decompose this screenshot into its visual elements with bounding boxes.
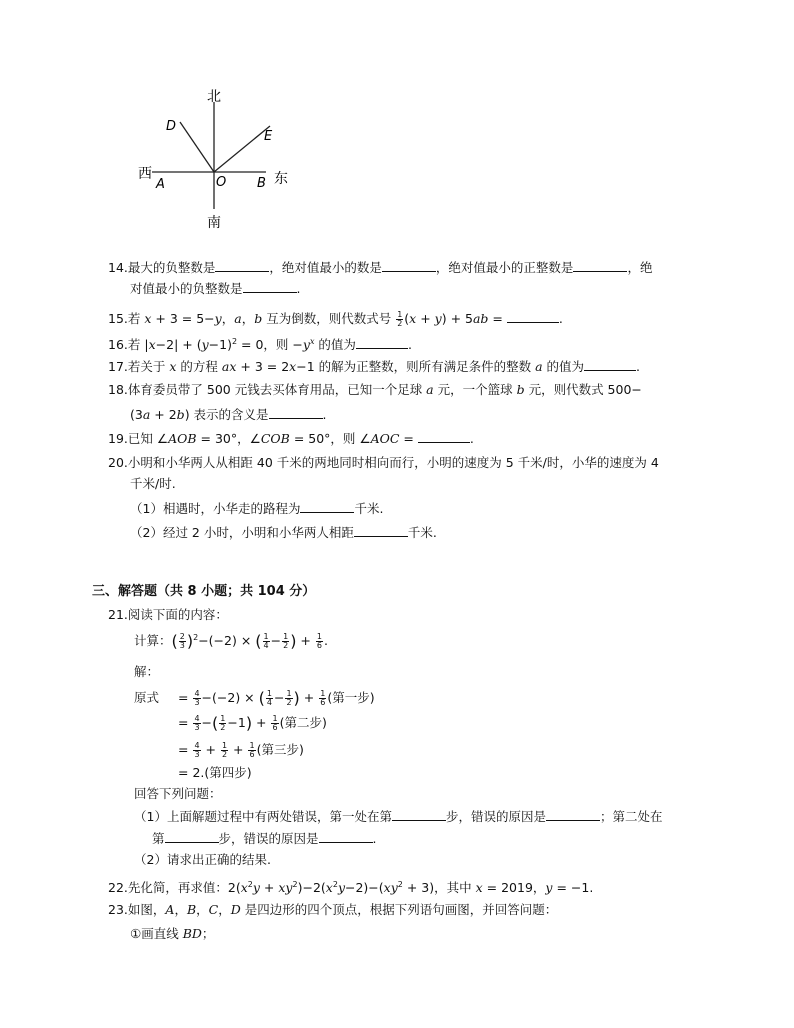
fraction xyxy=(221,742,228,759)
fraction-denominator: 6 xyxy=(272,723,278,732)
label-east: 东 xyxy=(274,171,288,187)
math-symbol: ) xyxy=(293,688,300,708)
fraction xyxy=(219,715,226,732)
q21-step1 xyxy=(134,690,375,707)
q-text: 步，错误的原因是 xyxy=(445,809,546,824)
question-20-sub2 xyxy=(130,524,437,541)
fraction-denominator: 2 xyxy=(221,750,228,759)
q-text: (3 xyxy=(130,407,143,422)
fraction-numerator: 1 xyxy=(320,689,326,698)
fraction-numerator: 1 xyxy=(249,741,255,750)
math-var: x xyxy=(240,880,248,896)
q-text: ( xyxy=(404,311,410,326)
answer-blank[interactable] xyxy=(354,524,408,537)
q-text: 的值为 xyxy=(542,359,585,374)
q-text: + xyxy=(259,880,279,896)
fraction-numerator: 1 xyxy=(220,714,226,723)
question-20-line2 xyxy=(130,476,176,492)
math-var: a xyxy=(535,359,543,374)
fraction-numerator: 1 xyxy=(221,741,228,750)
q21-step2 xyxy=(178,715,327,732)
math-symbol: ( xyxy=(258,688,265,708)
q-number: 22. xyxy=(108,880,128,896)
fraction xyxy=(248,742,255,759)
math-var: x xyxy=(409,311,417,326)
fraction-denominator: 3 xyxy=(194,723,200,732)
q-text: ；第二处在 xyxy=(599,809,663,824)
fraction-numerator: 4 xyxy=(194,714,200,723)
q-text: −2)−( xyxy=(345,880,384,896)
fraction-numerator: 1 xyxy=(263,632,269,642)
answer-blank[interactable] xyxy=(382,259,436,272)
fraction xyxy=(266,690,273,707)
math-expr: −(−2) × xyxy=(198,633,256,649)
math-expr: = xyxy=(178,690,193,705)
question-23-item1 xyxy=(130,926,214,942)
q-text: 对值最小的负整数是 xyxy=(130,281,243,296)
fraction-denominator: 2 xyxy=(397,319,403,328)
q-text: 小明和小华两人从相距 40 千米的两地同时相向而行，小明的速度为 5 千米/时，小华的速度为 4 xyxy=(127,455,659,470)
fraction-numerator: 1 xyxy=(266,689,272,698)
q-text: 是四边形的四个顶点，根据下列语句画图，并回答问题： xyxy=(240,902,558,917)
math-var: a xyxy=(142,407,151,422)
q-text: ， xyxy=(241,311,255,326)
math-symbol: + xyxy=(252,715,271,730)
q-number: 14. xyxy=(108,260,128,275)
math-var: y xyxy=(214,311,222,326)
fraction xyxy=(271,715,278,732)
math-var: x xyxy=(148,337,156,353)
math-symbol: + xyxy=(296,633,315,649)
math-var: AOC xyxy=(370,431,400,446)
superscript: x xyxy=(309,337,315,346)
answer-blank[interactable] xyxy=(418,430,470,443)
answer-blank[interactable] xyxy=(546,808,600,821)
fraction-denominator: 3 xyxy=(194,750,200,759)
fraction-numerator: 2 xyxy=(179,632,185,642)
q-text: . xyxy=(636,359,641,374)
label-north: 北 xyxy=(207,89,221,105)
fraction-numerator: 4 xyxy=(194,689,200,698)
math-var: COB xyxy=(260,431,290,446)
q-text: −2| + ( xyxy=(155,337,202,353)
q-text: ①画直线 xyxy=(130,926,183,941)
math-symbol: ( xyxy=(212,713,219,733)
fraction-numerator: 1 xyxy=(272,714,278,723)
q-text: 若 xyxy=(127,311,145,326)
q-text: 已知 ∠ xyxy=(127,431,169,446)
math-symbol: − xyxy=(201,715,213,730)
q21-step4: = 2.(第四步) xyxy=(178,765,252,780)
question-18-line2 xyxy=(130,406,327,423)
fraction-numerator: 1 xyxy=(397,310,403,319)
answer-blank[interactable] xyxy=(269,406,323,419)
q-text: ， xyxy=(196,902,209,917)
q21-solution-label: 解： xyxy=(134,664,160,679)
superscript: 2 xyxy=(247,880,253,889)
q-text: 元，则代数式 500− xyxy=(524,382,642,397)
q-text: = 30°，∠ xyxy=(196,431,261,446)
math-symbol: ) xyxy=(245,713,253,733)
q-text: ； xyxy=(201,926,215,941)
math-symbol: − xyxy=(273,690,285,705)
q-text: ， xyxy=(218,902,231,917)
fraction-numerator: 1 xyxy=(283,632,289,642)
fraction-denominator: 6 xyxy=(320,698,326,707)
answer-blank[interactable] xyxy=(392,808,446,821)
q-text: ，绝对值最小的数是 xyxy=(269,260,382,275)
math-var: y xyxy=(302,337,310,353)
q-text: = −1. xyxy=(552,880,594,896)
superscript: 2 xyxy=(231,337,238,346)
q-number: 23. xyxy=(108,902,128,917)
superscript: 2 xyxy=(332,880,338,889)
q-text: 千米. xyxy=(354,501,384,516)
question-16 xyxy=(108,334,412,353)
math-expr: −(−2) × xyxy=(201,690,259,705)
q-text: + 2 xyxy=(150,407,177,422)
label-point-o: O xyxy=(216,175,227,190)
math-var: b xyxy=(516,382,525,397)
label-south: 南 xyxy=(207,215,221,231)
q-number: 21. xyxy=(108,607,128,622)
math-symbol: ) xyxy=(290,631,297,651)
q21-part1-line2 xyxy=(152,830,377,847)
q-text: 千米/时. xyxy=(130,476,176,491)
q-text: ) 表示的含义是 xyxy=(184,407,269,422)
q-text: （1）上面解题过程中有两处错误，第一处在第 xyxy=(134,809,392,824)
q-text: −1 的解为正整数，则所有满足条件的整数 xyxy=(296,359,536,374)
math-symbol: . xyxy=(323,633,328,649)
math-var: xy xyxy=(278,880,293,896)
question-23 xyxy=(108,902,557,918)
math-var: x xyxy=(144,311,152,326)
fraction-half xyxy=(396,311,403,328)
math-var: a xyxy=(426,382,434,397)
answer-blank[interactable] xyxy=(319,830,373,843)
math-symbol: ( xyxy=(255,631,262,651)
math-var: ab xyxy=(472,311,489,326)
answer-blank[interactable] xyxy=(584,358,636,371)
q-number: 19. xyxy=(108,431,128,446)
fraction xyxy=(193,742,200,759)
fraction xyxy=(282,633,289,650)
math-var: B xyxy=(186,902,197,917)
q-text: + xyxy=(416,311,435,326)
math-var: AOB xyxy=(168,431,197,446)
q-text: . xyxy=(469,431,474,446)
section-heading: 三、解答题（共 8 小题；共 104 分） xyxy=(92,584,316,599)
math-var: x xyxy=(169,359,177,374)
q21-step3 xyxy=(178,742,304,759)
q-text: . xyxy=(372,831,377,846)
ray-od xyxy=(180,122,214,172)
math-var: A xyxy=(165,902,175,917)
math-var: y xyxy=(337,880,345,896)
answer-blank[interactable] xyxy=(573,259,627,272)
math-var: x xyxy=(325,880,333,896)
math-symbol: + xyxy=(229,742,248,757)
fraction xyxy=(285,690,292,707)
math-expr: = xyxy=(178,715,193,730)
q-text: 若 | xyxy=(127,337,149,353)
direction-diagram xyxy=(130,82,300,232)
fraction-numerator: 1 xyxy=(286,689,292,698)
fraction-denominator: 3 xyxy=(179,641,185,651)
math-expr: −1 xyxy=(227,715,246,730)
q-text: 互为倒数，则代数式号 xyxy=(262,311,396,326)
answer-blank[interactable] xyxy=(165,830,219,843)
superscript: 2 xyxy=(292,880,298,889)
q-text: = xyxy=(399,431,418,446)
math-var: b xyxy=(254,311,263,326)
q-text: ，绝 xyxy=(627,260,653,275)
math-var: x xyxy=(289,359,297,374)
q-text: . xyxy=(558,311,563,326)
question-20-sub1 xyxy=(130,500,383,517)
q-text: 步，错误的原因是 xyxy=(218,831,319,846)
answer-blank[interactable] xyxy=(356,336,408,349)
q-text: 如图， xyxy=(127,902,166,917)
q-text: = xyxy=(488,311,507,326)
question-17 xyxy=(108,358,640,375)
q-text: . xyxy=(407,337,412,353)
q21-part1 xyxy=(134,808,663,825)
fraction-denominator: 6 xyxy=(249,750,255,759)
fraction-denominator: 4 xyxy=(266,698,272,707)
answer-blank[interactable] xyxy=(243,280,297,293)
math-var: D xyxy=(230,902,241,917)
math-symbol: − xyxy=(270,633,282,649)
q-number: 18. xyxy=(108,382,128,397)
math-symbol: ) xyxy=(186,631,194,651)
fraction-denominator: 2 xyxy=(286,698,292,707)
q-text: 阅读下面的内容： xyxy=(127,607,228,622)
answer-blank[interactable] xyxy=(300,500,354,513)
math-var: x xyxy=(475,880,483,896)
q-text: （2）经过 2 小时，小明和小华两人相距 xyxy=(130,525,354,540)
q-number: 15. xyxy=(108,311,128,326)
question-18 xyxy=(108,382,642,398)
q-text: 若关于 xyxy=(127,359,170,374)
q-text: 体育委员带了 500 元钱去买体育用品，已知一个足球 xyxy=(127,382,427,397)
step-label: (第三步) xyxy=(256,742,304,757)
q-text: ) + 5 xyxy=(441,311,473,326)
fraction-denominator: 4 xyxy=(263,641,269,651)
q-text: 最大的负整数是 xyxy=(127,260,216,275)
q-text: + 3)，其中 xyxy=(402,880,476,896)
q-text: 千米. xyxy=(407,525,437,540)
math-symbol: + xyxy=(299,690,319,705)
q-text: = 2019， xyxy=(482,880,546,896)
q21-part2: （2）请求出正确的结果. xyxy=(134,852,271,867)
label-point-d: D xyxy=(166,119,177,134)
answer-blank[interactable] xyxy=(215,259,269,272)
q-text: = 0，则 − xyxy=(237,337,303,353)
question-22 xyxy=(108,877,593,896)
q-text: = 50°，则 ∠ xyxy=(289,431,371,446)
q-text: . xyxy=(296,281,301,296)
q-text: 的值为 xyxy=(314,337,356,353)
ray-oe xyxy=(214,126,270,172)
fraction-denominator: 2 xyxy=(283,641,289,651)
q-text: 原式 xyxy=(134,690,160,705)
q21-calc xyxy=(134,630,328,650)
label-point-a: A xyxy=(156,177,165,192)
question-14 xyxy=(108,259,652,276)
superscript: 2 xyxy=(193,633,199,642)
fraction xyxy=(319,690,326,707)
q-text: 的方程 xyxy=(176,359,222,374)
q-text: 元，一个篮球 xyxy=(433,382,517,397)
question-21 xyxy=(108,607,228,623)
q-text: ，绝对值最小的正整数是 xyxy=(435,260,574,275)
fraction-denominator: 2 xyxy=(220,723,226,732)
q-text: 计算： xyxy=(134,633,172,649)
question-19 xyxy=(108,430,474,447)
step-label: (第二步) xyxy=(279,715,327,730)
q-text: . xyxy=(322,407,327,422)
q-text: 先化简，再求值：2( xyxy=(127,880,241,896)
math-var: b xyxy=(176,407,185,422)
fraction-denominator: 3 xyxy=(194,698,200,707)
label-point-b: B xyxy=(257,176,266,191)
math-symbol: + xyxy=(201,742,220,757)
q-text: （1）相遇时，小华走的路程为 xyxy=(130,501,301,516)
math-var: C xyxy=(208,902,219,917)
fraction-numerator: 4 xyxy=(194,741,200,750)
q-text: ， xyxy=(221,311,235,326)
q-number: 17. xyxy=(108,359,128,374)
math-var: ax xyxy=(221,359,237,374)
math-var: BD xyxy=(182,926,202,941)
fraction xyxy=(193,690,200,707)
label-point-e: E xyxy=(264,129,273,144)
math-var: y xyxy=(252,880,260,896)
fraction-denominator: 6 xyxy=(316,641,322,651)
math-var: xy xyxy=(383,880,398,896)
question-15 xyxy=(108,310,563,328)
q-text: + 3 = 5− xyxy=(151,311,215,326)
math-var: a xyxy=(234,311,242,326)
math-symbol: ( xyxy=(171,631,178,651)
q-number: 16. xyxy=(108,337,128,353)
label-west: 西 xyxy=(138,166,152,182)
q-text: + 3 = 2 xyxy=(236,359,290,374)
math-var: y xyxy=(434,311,442,326)
fraction xyxy=(316,633,323,650)
question-20 xyxy=(108,455,659,471)
q-number: 20. xyxy=(108,455,128,470)
fraction xyxy=(179,633,186,650)
q-text: ， xyxy=(174,902,187,917)
question-14-line2 xyxy=(130,280,301,297)
math-expr: = xyxy=(178,742,193,757)
math-var: y xyxy=(201,337,209,353)
fraction-numerator: 1 xyxy=(316,632,322,642)
step-label: (第一步) xyxy=(327,690,375,705)
superscript: 2 xyxy=(397,880,403,889)
fraction xyxy=(193,715,200,732)
q21-answer-label: 回答下列问题： xyxy=(134,786,222,801)
math-var: y xyxy=(545,880,553,896)
answer-blank[interactable] xyxy=(507,310,559,323)
fraction xyxy=(263,633,270,650)
q-text: −1) xyxy=(208,337,232,353)
q-text: )−2( xyxy=(297,880,326,896)
q-text: 第 xyxy=(152,831,165,846)
